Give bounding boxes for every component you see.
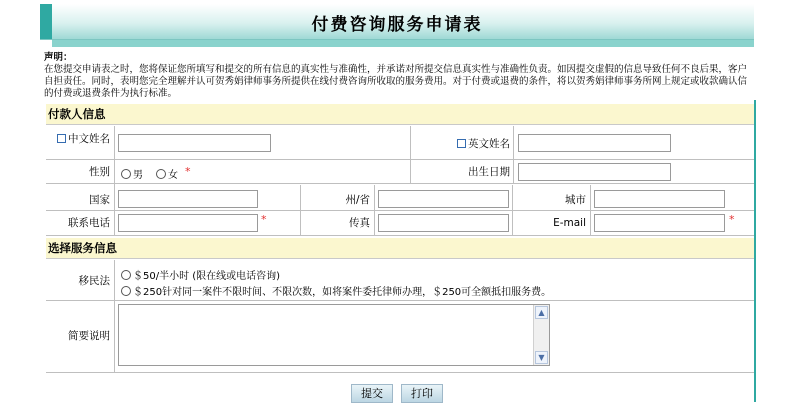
phone-label: 联系电话 <box>68 217 110 229</box>
row-divider <box>46 300 754 301</box>
chinese-name-input[interactable] <box>118 134 271 152</box>
declaration-heading: 声明： <box>44 52 73 63</box>
col-divider <box>114 126 115 235</box>
english-name-input[interactable] <box>518 134 671 152</box>
col-divider <box>114 260 115 372</box>
row-divider <box>46 372 754 373</box>
col-divider <box>300 185 301 235</box>
declaration-notice <box>44 52 756 100</box>
country-input[interactable] <box>118 190 258 208</box>
title-bar <box>40 4 754 40</box>
service-section-heading: 选择服务信息 <box>46 238 754 259</box>
gender-male-radio[interactable] <box>121 169 131 179</box>
province-label: 州/省 <box>345 194 370 206</box>
fax-label: 传真 <box>349 217 370 229</box>
province-input[interactable] <box>378 190 509 208</box>
required-mark: * <box>261 213 267 226</box>
gender-label: 性别 <box>89 166 110 178</box>
scroll-up-icon[interactable]: ▲ <box>535 306 548 319</box>
english-name-checkbox[interactable] <box>457 139 466 148</box>
service-option-1[interactable]: ＄50/半小时 (限在线或电话咨询) <box>121 267 280 282</box>
chinese-name-label: 中文姓名 <box>56 133 110 145</box>
required-mark: * <box>729 213 735 226</box>
description-textarea[interactable] <box>118 304 550 366</box>
col-divider <box>374 185 375 235</box>
row-divider <box>46 159 754 160</box>
declaration-text: 在您提交申请表之时，您将保证您所填写和提交的所有信息的真实性与准确性，并承诺对所提交信息真实性与准确性负责。如因提交虚假的信息导致任何不良后果，客户自担责任。同时，表明您完全理解并认可贺秀娟律师事务所提供在线付费咨询所收取的服务费用。对于付费或退费的条件，将以贺秀娟律师事务所网上规定或收款确认信的付费或退费条件为执行标准。 <box>44 64 748 99</box>
scroll-down-icon[interactable]: ▼ <box>535 351 548 364</box>
col-divider <box>513 126 514 184</box>
title-underline-band <box>52 40 754 47</box>
gender-female-option[interactable]: 女 <box>156 166 178 181</box>
chinese-name-checkbox[interactable] <box>57 134 66 143</box>
country-label: 国家 <box>89 194 110 206</box>
english-name-label: 英文姓名 <box>440 138 510 150</box>
page-title: 付费咨询服务申请表 <box>311 15 483 35</box>
col-divider <box>512 185 513 235</box>
birthdate-input[interactable] <box>518 163 671 181</box>
city-input[interactable] <box>594 190 725 208</box>
submit-button[interactable]: 提交 <box>351 384 393 403</box>
row-divider <box>46 183 754 184</box>
payer-section-heading: 付款人信息 <box>46 104 754 125</box>
email-label: E-mail <box>553 217 586 229</box>
service-option-2[interactable]: ＄250针对同一案件不限时间、不限次数，如将案件委托律师办理，＄250可全额抵扣服务费。 <box>121 283 551 298</box>
description-label: 简要说明 <box>68 330 110 342</box>
birthdate-label: 出生日期 <box>468 166 510 178</box>
description-scrollbar[interactable] <box>533 305 549 365</box>
city-label: 城市 <box>565 194 586 206</box>
print-button[interactable]: 打印 <box>401 384 443 403</box>
col-divider <box>590 185 591 235</box>
row-divider <box>46 210 754 211</box>
gender-female-radio[interactable] <box>156 169 166 179</box>
gender-male-option[interactable]: 男 <box>121 166 143 181</box>
col-divider <box>410 126 411 184</box>
service-option-2-radio[interactable] <box>121 286 131 296</box>
phone-input[interactable] <box>118 214 258 232</box>
email-input[interactable] <box>594 214 725 232</box>
required-mark: * <box>185 165 191 178</box>
form-right-border <box>754 100 756 402</box>
service-option-1-radio[interactable] <box>121 270 131 280</box>
immigration-label: 移民法 <box>78 275 110 287</box>
row-divider <box>46 235 754 236</box>
fax-input[interactable] <box>378 214 509 232</box>
